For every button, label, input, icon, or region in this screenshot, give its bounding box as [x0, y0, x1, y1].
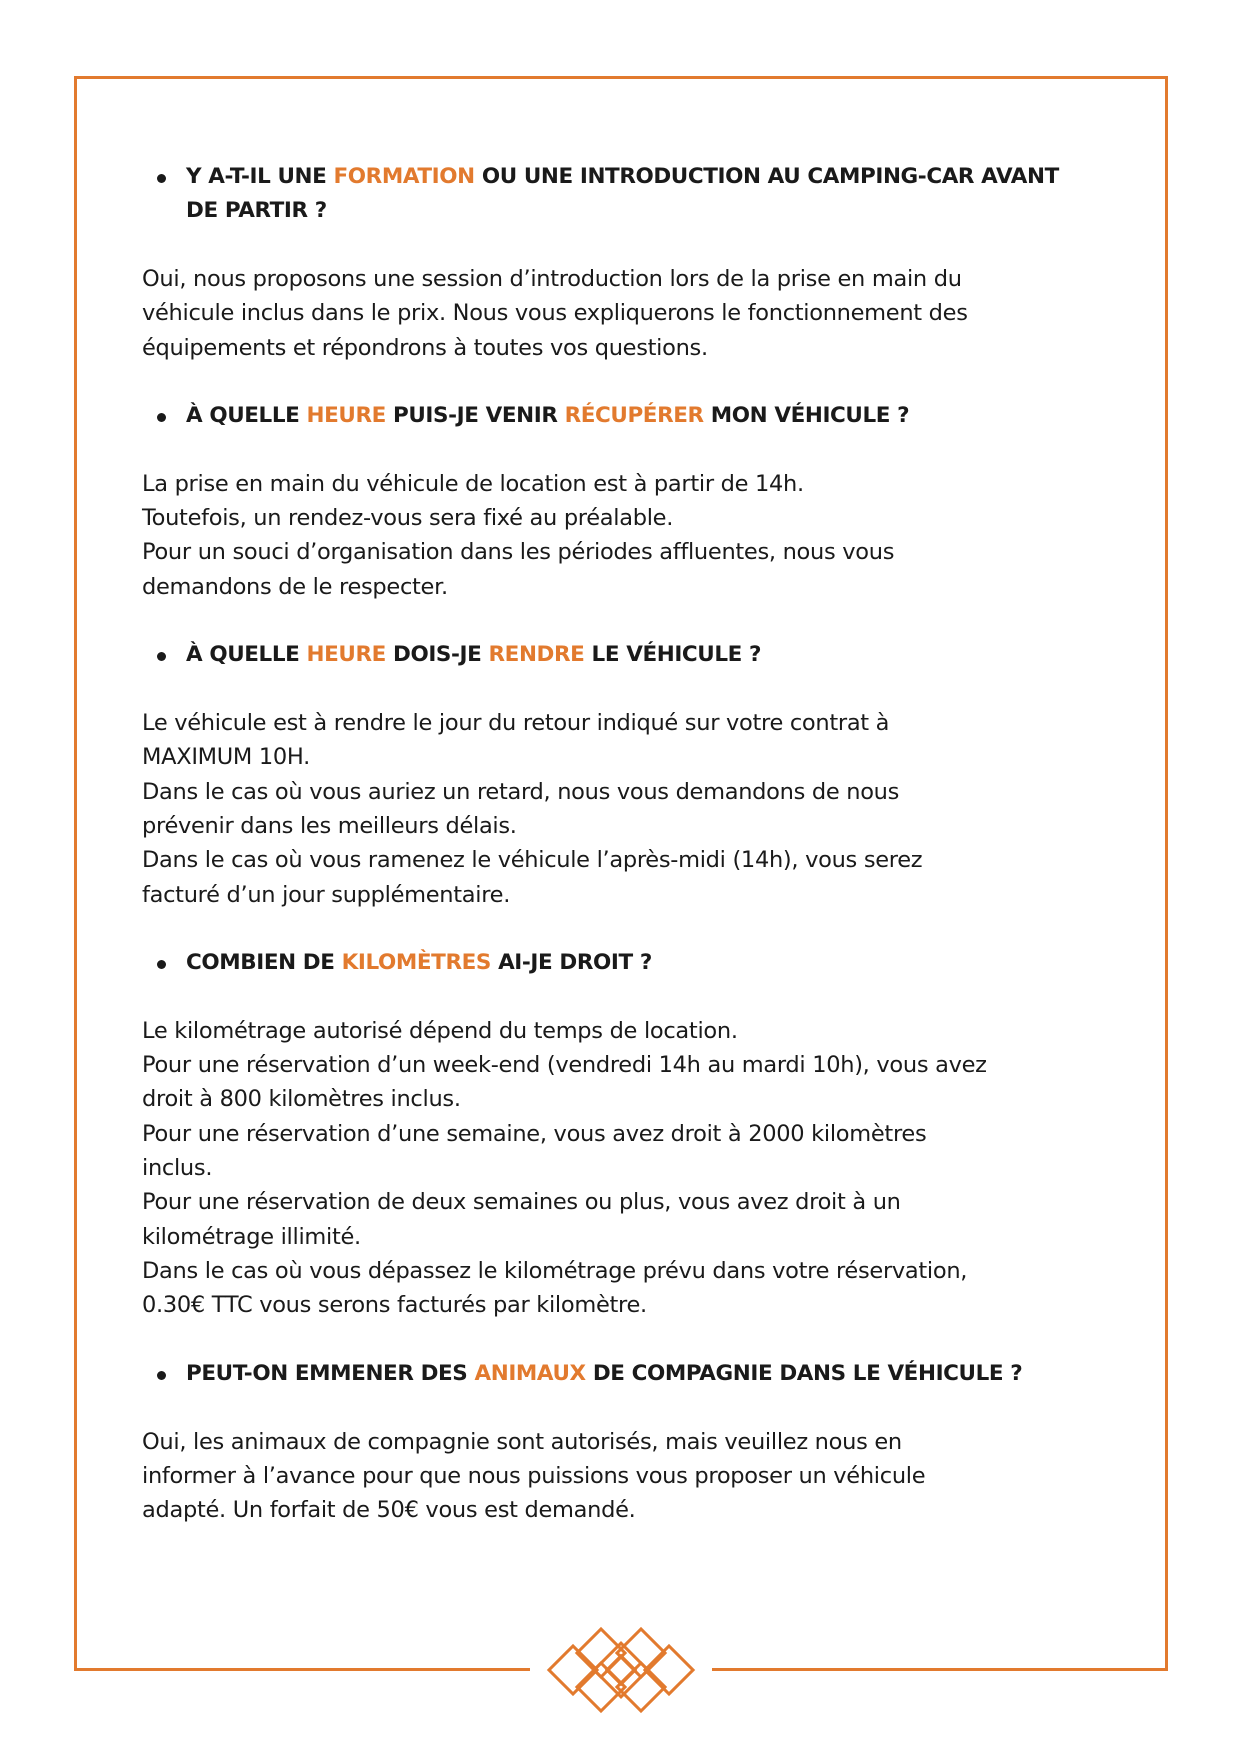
question-text: PEUT-ON EMMENER DES — [186, 1360, 475, 1386]
answer-line: 0.30€ TTC vous serons facturés par kilomètre. — [142, 1292, 647, 1319]
faq-answer — [142, 1425, 1092, 1528]
question-text: DE COMPAGNIE DANS LE VÉHICULE ? — [585, 1360, 1023, 1386]
answer-line: adapté. Un forfait de 50€ vous est demandé. — [142, 1497, 636, 1524]
answer-line: MAXIMUM 10H. — [142, 744, 311, 771]
bullet-icon — [157, 174, 166, 183]
faq-answer — [142, 706, 1092, 912]
bullet-icon — [157, 652, 166, 661]
answer-line: Pour une réservation d’une semaine, vous avez droit à 2000 kilomètres — [142, 1120, 927, 1147]
answer-line: Le véhicule est à rendre le jour du retour indiqué sur votre contrat à — [142, 710, 890, 737]
question-text: DOIS-JE — [385, 642, 489, 668]
answer-line: prévenir dans les meilleurs délais. — [142, 812, 517, 839]
bullet-icon — [157, 1371, 166, 1380]
faq-question — [142, 399, 1092, 433]
answer-line: équipements et répondrons à toutes vos questions. — [142, 334, 708, 361]
faq-question — [142, 638, 1092, 672]
answer-line: informer à l’avance pour que nous puissions vous proposer un véhicule — [142, 1462, 926, 1489]
bullet-icon — [157, 960, 166, 969]
page-frame-bottom-left — [74, 1668, 530, 1671]
answer-line: demandons de le respecter. — [142, 573, 448, 600]
question-highlight: HEURE — [306, 402, 386, 428]
bullet-icon — [157, 413, 166, 422]
answer-line: Toutefois, un rendez-vous sera fixé au préalable. — [142, 505, 674, 532]
question-highlight: ANIMAUX — [474, 1360, 586, 1386]
faq-question — [142, 946, 1092, 980]
answer-line: inclus. — [142, 1155, 213, 1182]
answer-line: droit à 800 kilomètres inclus. — [142, 1086, 461, 1113]
faq-question — [142, 1357, 1092, 1391]
question-text: À QUELLE — [186, 642, 307, 668]
question-highlight: RÉCUPÉRER — [564, 402, 704, 428]
answer-line: Dans le cas où vous auriez un retard, nous vous demandons de nous — [142, 778, 900, 805]
answer-line: Oui, nous proposons une session d’introduction lors de la prise en main du — [142, 266, 962, 292]
answer-line: Oui, les animaux de compagnie sont autorisés, mais veuillez nous en — [142, 1428, 902, 1455]
faq-question — [142, 160, 1092, 228]
question-highlight: KILOMÈTRES — [341, 949, 491, 975]
faq-answer — [142, 467, 1092, 604]
answer-line: Dans le cas où vous ramenez le véhicule l’après-midi (14h), vous serez — [142, 847, 923, 874]
answer-line: La prise en main du véhicule de location est à partir de 14h. — [142, 470, 804, 497]
question-highlight: FORMATION — [333, 164, 475, 189]
answer-line: Pour un souci d’organisation dans les périodes affluentes, nous vous — [142, 539, 895, 566]
answer-line: Dans le cas où vous dépassez le kilométrage prévu dans votre réservation, — [142, 1257, 968, 1284]
answer-line: Pour une réservation de deux semaines ou plus, vous avez droit à un — [142, 1189, 901, 1216]
question-text: AI-JE DROIT ? — [490, 949, 652, 975]
question-text: COMBIEN DE — [186, 949, 342, 975]
faq-answer — [142, 262, 1092, 365]
question-text: PUIS-JE VENIR — [385, 402, 565, 428]
answer-line: kilométrage illimité. — [142, 1223, 361, 1250]
question-highlight: HEURE — [306, 642, 386, 668]
answer-line: Le kilométrage autorisé dépend du temps de location. — [142, 1017, 738, 1044]
faq-answer — [142, 1014, 1092, 1323]
question-text: OU UNE INTRODUCTION AU CAMPING-CAR AVANT DE PARTIR ? — [186, 164, 1059, 223]
question-text: À QUELLE — [186, 402, 307, 428]
question-text: MON VÉHICULE ? — [703, 402, 910, 428]
answer-line: facturé d’un jour supplémentaire. — [142, 881, 511, 908]
page-frame-bottom-right — [712, 1668, 1168, 1671]
diamond-lattice-ornament-icon — [540, 1620, 702, 1720]
question-text: LE VÉHICULE ? — [584, 642, 762, 668]
answer-line: Pour une réservation d’un week-end (vendredi 14h au mardi 10h), vous avez — [142, 1052, 987, 1079]
question-highlight: RENDRE — [488, 642, 585, 668]
faq-content — [142, 160, 1092, 1561]
question-text: Y A-T-IL UNE — [186, 164, 334, 189]
faq-list — [142, 160, 1092, 1527]
answer-line: véhicule inclus dans le prix. Nous vous expliquerons le fonctionnement des — [142, 300, 968, 327]
